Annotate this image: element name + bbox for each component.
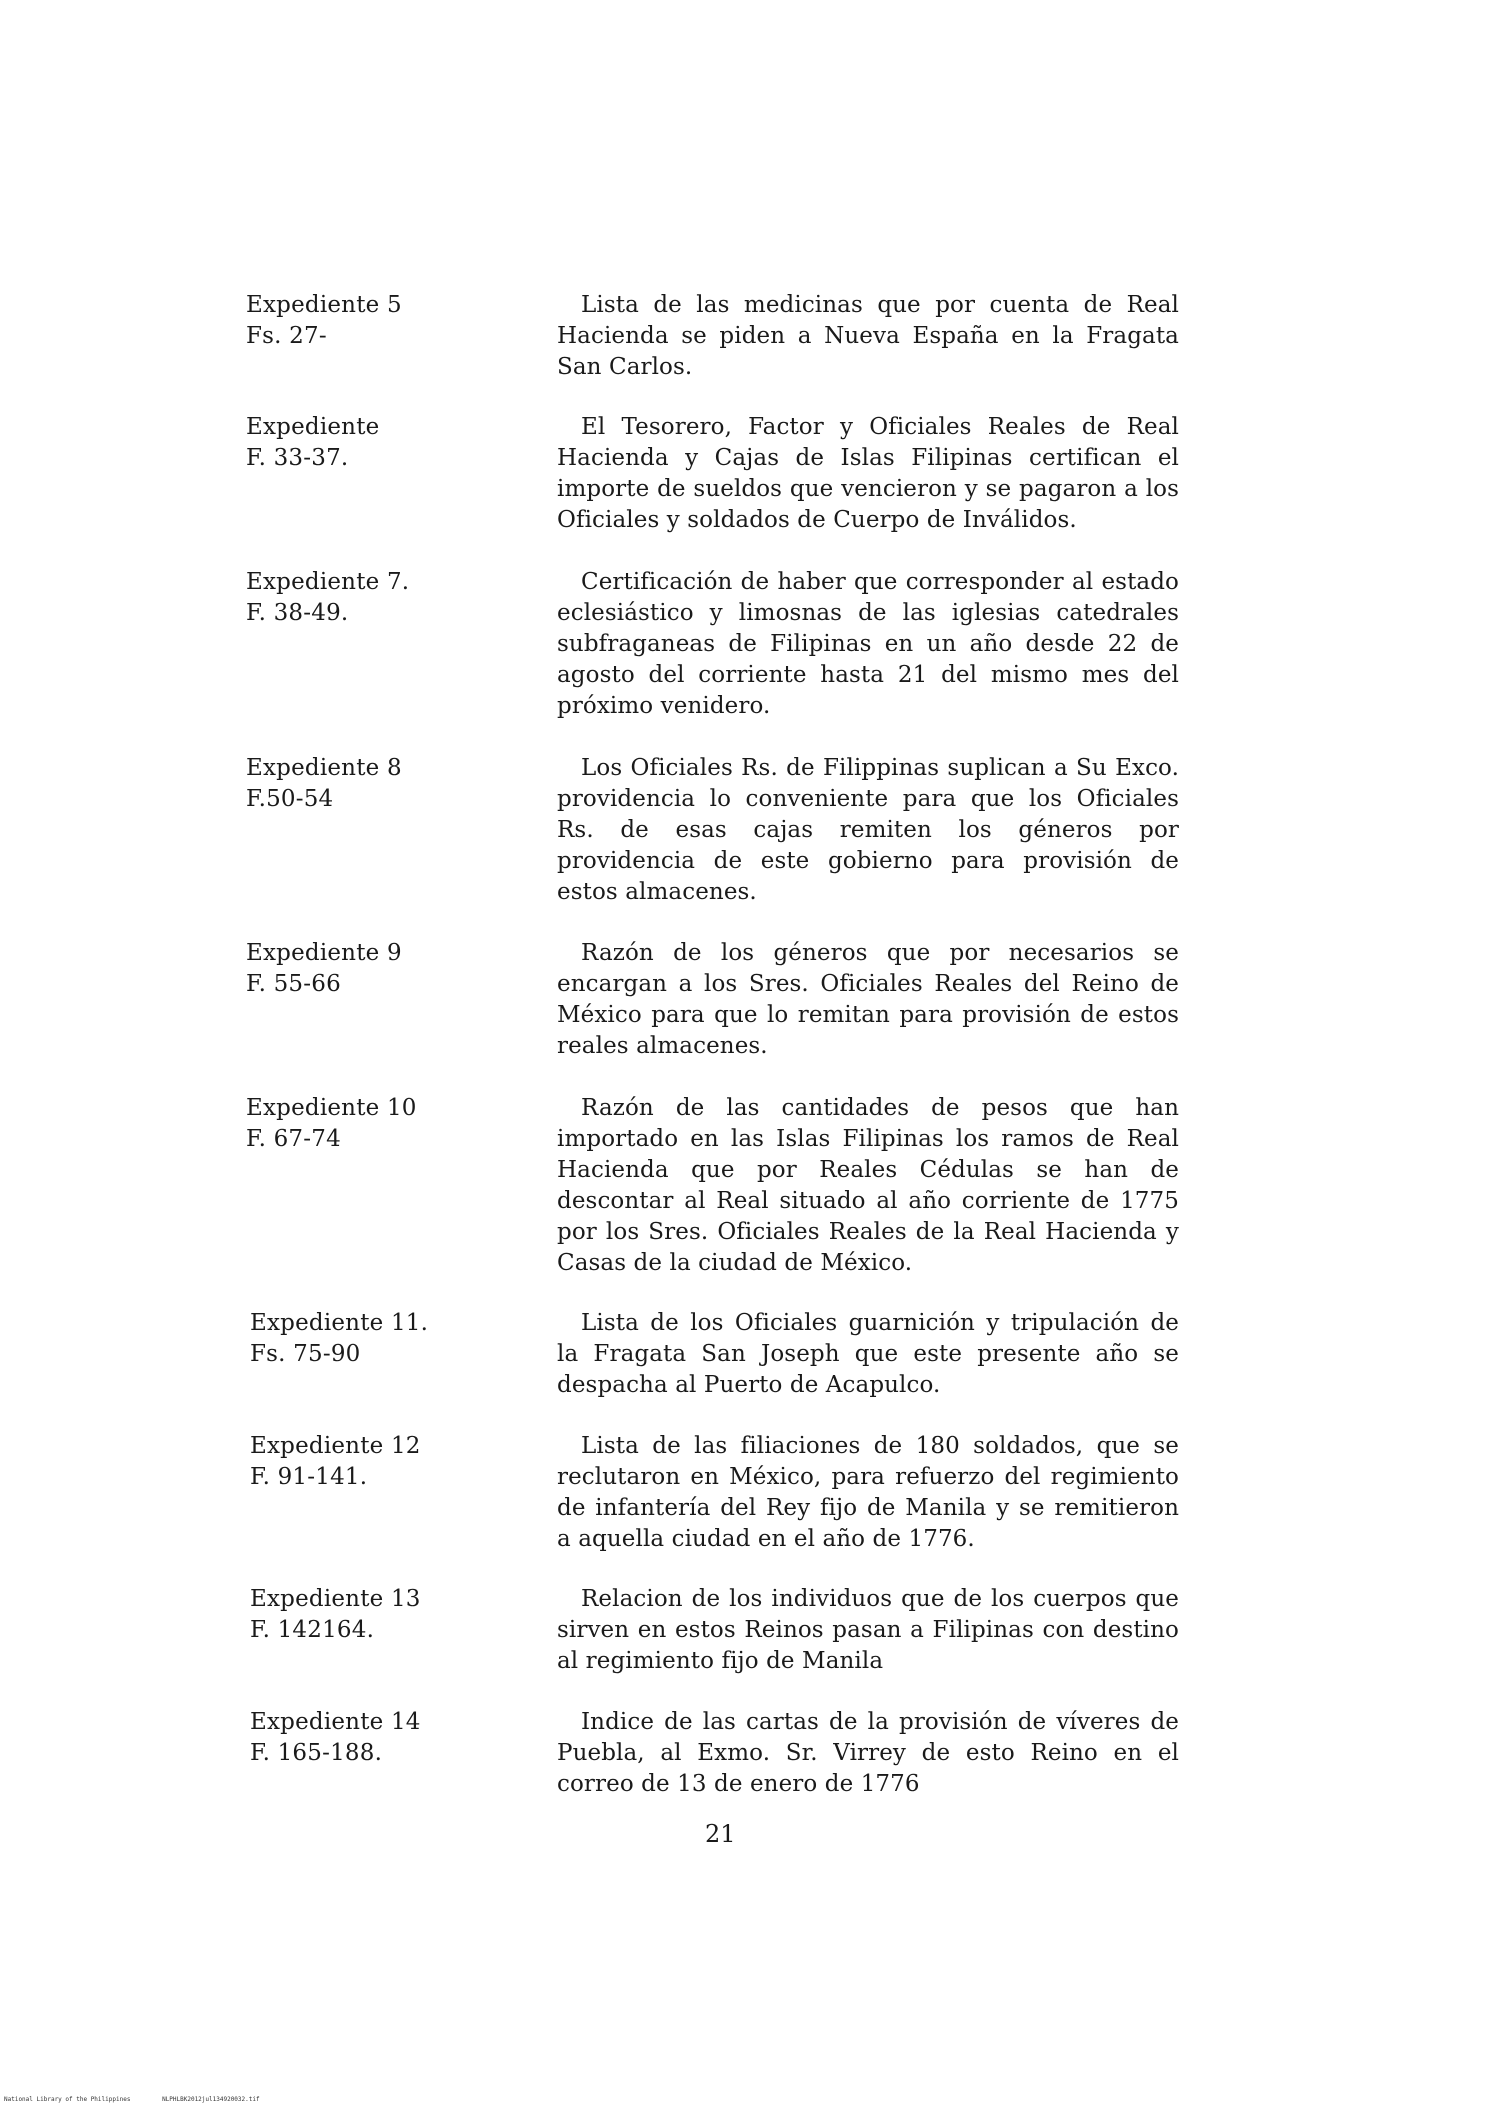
expediente-description: Razón de los géneros que por necesarios se encargan a los Sres. Oficiales Reales del Reino de México para que lo remitan para provisión de estos reales almacenes.: [557, 940, 1179, 1059]
folio-range: F. 142164.: [250, 1617, 375, 1643]
expediente-label: Expediente 12: [250, 1433, 421, 1459]
folio-range: F. 33-37.: [246, 445, 349, 471]
folio-range: F. 165-188.: [250, 1740, 383, 1766]
folio-range: F. 91-141.: [250, 1464, 368, 1490]
expediente-label: Expediente 10: [246, 1095, 417, 1121]
expediente-description: Lista de las medicinas que por cuenta de Real Hacienda se piden a Nueva España en la Fragata San Carlos.: [557, 292, 1179, 380]
expediente-description: Los Oficiales Rs. de Filippinas suplican a Su Exco. providencia lo conveniente para que los Oficiales Rs. de esas cajas remiten los géneros por providencia de este gobierno para provisión de estos almacenes.: [557, 755, 1179, 905]
expediente-reference: [250, 1707, 450, 1769]
expediente-reference: [246, 567, 446, 629]
folio-range: Fs. 75-90: [250, 1341, 361, 1367]
expediente-reference: [246, 753, 446, 815]
expediente-description: Indice de las cartas de la provisión de víveres de Puebla, al Exmo. Sr. Virrey de esto Reino en el correo de 13 de enero de 1776: [557, 1709, 1179, 1797]
expediente-label: Expediente 8: [246, 755, 402, 781]
expediente-description: Lista de los Oficiales guarnición y tripulación de la Fragata San Joseph que este presente año se despacha al Puerto de Acapulco.: [557, 1310, 1179, 1398]
scan-footer: [4, 2096, 288, 2103]
expediente-reference: [246, 290, 446, 352]
expediente-reference: [246, 1093, 446, 1155]
expediente-reference: [250, 1308, 450, 1370]
expediente-label: Expediente 13: [250, 1586, 421, 1612]
expediente-reference: [250, 1584, 450, 1646]
expediente-description: Relacion de los individuos que de los cuerpos que sirven en estos Reinos pasan a Filipinas con destino al regimiento fijo de Manila: [557, 1586, 1179, 1674]
expediente-description: Lista de las filiaciones de 180 soldados, que se reclutaron en México, para refuerzo del regimiento de infantería del Rey fijo de Manila y se remitieron a aquella ciudad en el año de 1776.: [557, 1433, 1179, 1552]
page-number: 21: [705, 1820, 736, 1848]
expediente-description: El Tesorero, Factor y Oficiales Reales de Real Hacienda y Cajas de Islas Filipinas certifican el importe de sueldos que vencieron y se pagaron a los Oficiales y soldados de Cuerpo de Inválidos.: [557, 414, 1179, 533]
footer-institution: National Library of the Philippines: [4, 2096, 131, 2103]
folio-range: Fs. 27-: [246, 323, 327, 349]
footer-file-id: NLPHLBK2012jul134920032.tif: [162, 2096, 260, 2103]
expediente-reference: [250, 1431, 450, 1493]
expediente-description: Razón de las cantidades de pesos que han importado en las Islas Filipinas los ramos de Real Hacienda que por Reales Cédulas se han de descontar al Real situado al año corriente de 1775 por los Sres. Oficiales Reales de la Real Hacienda y Casas de la ciudad de México.: [557, 1095, 1179, 1276]
expediente-label: Expediente 7.: [246, 569, 410, 595]
expediente-label: Expediente 5: [246, 292, 402, 318]
expediente-label: Expediente 14: [250, 1709, 421, 1735]
folio-range: F. 38-49.: [246, 600, 349, 626]
folio-range: F. 55-66: [246, 971, 341, 997]
expediente-reference: [246, 938, 446, 1000]
expediente-label: Expediente: [246, 414, 380, 440]
expediente-description: Certificación de haber que corresponder al estado eclesiástico y limosnas de las iglesias catedrales subfraganeas de Filipinas en un año desde 22 de agosto del corriente hasta 21 del mismo mes del próximo venidero.: [557, 569, 1179, 719]
expediente-label: Expediente 9: [246, 940, 402, 966]
folio-range: F.50-54: [246, 786, 334, 812]
expediente-reference: [246, 412, 446, 474]
folio-range: F. 67-74: [246, 1126, 341, 1152]
expediente-label: Expediente 11.: [250, 1310, 429, 1336]
